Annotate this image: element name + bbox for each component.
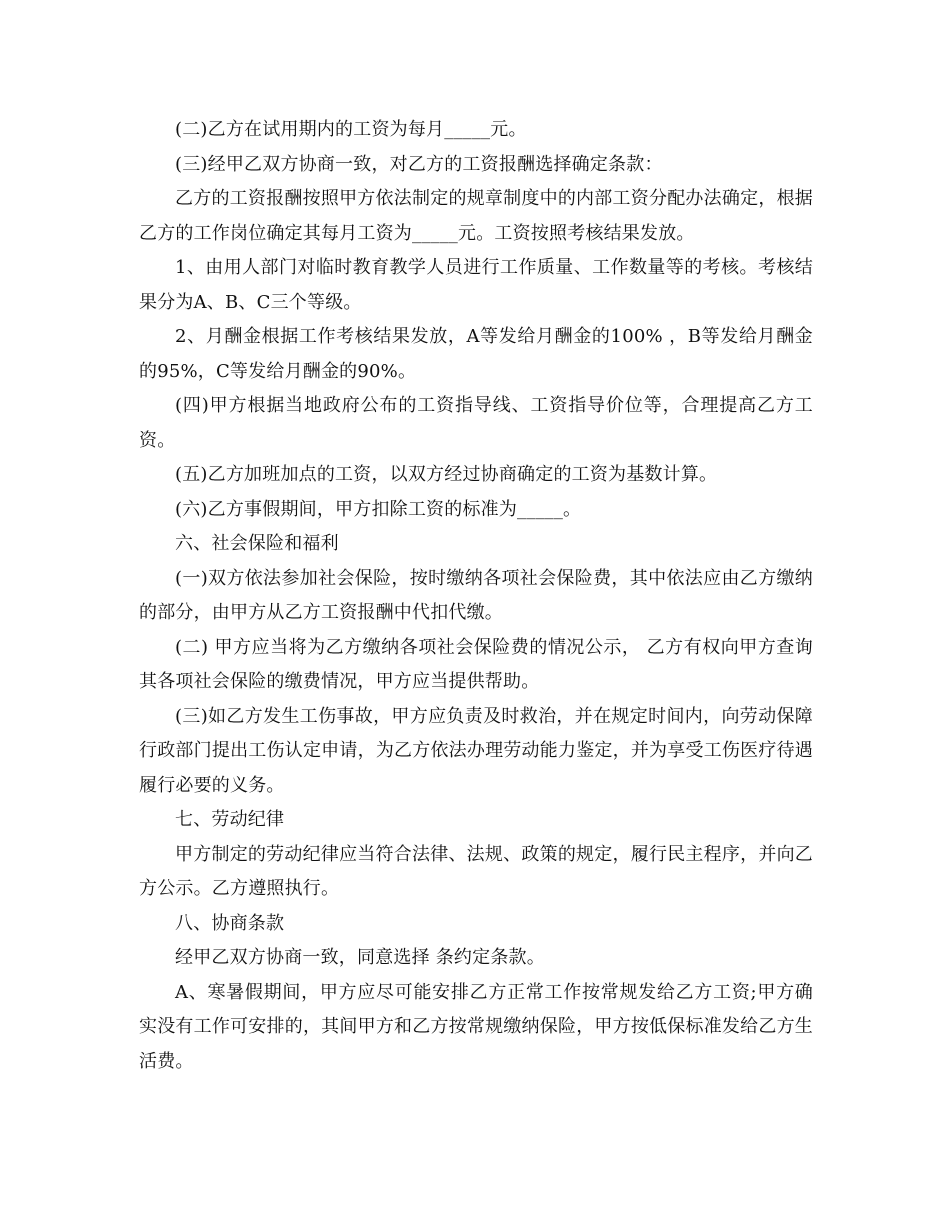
paragraph-overtime-pay: (五)乙方加班加点的工资，以双方经过协商确定的工资为基数计算。 (175, 464, 718, 485)
paragraph-salary-clause: (三)经甲乙双方协商一致，对乙方的工资报酬选择确定条款： (175, 153, 663, 175)
paragraph-salary-method: 乙方的工资报酬按照甲方依法制定的规章制度中的内部工资分配办法确定，根据乙方的工作岗位确定其每月工资为_____元。工资按照考核结果发放。 (139, 188, 813, 244)
section-heading-social-insurance: 六、社会保险和福利 (175, 533, 339, 554)
paragraph-labor-discipline: 甲方制定的劳动纪律应当符合法律、法规、政策的规定，履行民主程序，并向乙方公示。乙方遵照执行。 (139, 843, 813, 899)
document-body (139, 113, 813, 1079)
section-heading-labor-discipline: 七、劳动纪律 (175, 809, 285, 830)
paragraph-vacation-arrangement: A、寒暑假期间，甲方应尽可能安排乙方正常工作按常规发给乙方工资;甲方确实没有工作可安排的，其间甲方和乙方按常规缴纳保险，甲方按低保标准发给乙方生活费。 (139, 981, 813, 1072)
paragraph-work-injury: (三)如乙方发生工伤事故，甲方应负责及时救治，并在规定时间内，向劳动保障行政部门提出工伤认定申请，为乙方依法办理劳动能力鉴定，并为享受工伤医疗待遇履行必要的义务。 (139, 705, 813, 796)
paragraph-monthly-pay-rates: 2、月酬金根据工作考核结果发放，A等发给月酬金的100% ，B等发给月酬金的95%，C等发给月酬金的90%。 (139, 326, 813, 382)
paragraph-insurance-disclosure: (二) 甲方应当将为乙方缴纳各项社会保险费的情况公示， 乙方有权向甲方查询其各项社会保险的缴费情况，甲方应当提供帮助。 (139, 636, 813, 692)
paragraph-assessment-levels: 1、由用人部门对临时教育教学人员进行工作质量、工作数量等的考核。考核结果分为A、B、C三个等级。 (139, 257, 813, 313)
paragraph-insurance-participation: (一)双方依法参加社会保险，按时缴纳各项社会保险费，其中依法应由乙方缴纳的部分，由甲方从乙方工资报酬中代扣代缴。 (139, 567, 813, 623)
paragraph-negotiated-selection: 经甲乙双方协商一致，同意选择 条约定条款。 (175, 947, 545, 968)
paragraph-salary-increase: (四)甲方根据当地政府公布的工资指导线、工资指导价位等，合理提高乙方工资。 (139, 395, 813, 451)
paragraph-personal-leave-deduction: (六)乙方事假期间，甲方扣除工资的标准为_____。 (175, 498, 582, 520)
paragraph-probation-salary: (二)乙方在试用期内的工资为每月_____元。 (175, 119, 527, 140)
section-heading-negotiated-terms: 八、协商条款 (175, 912, 285, 934)
